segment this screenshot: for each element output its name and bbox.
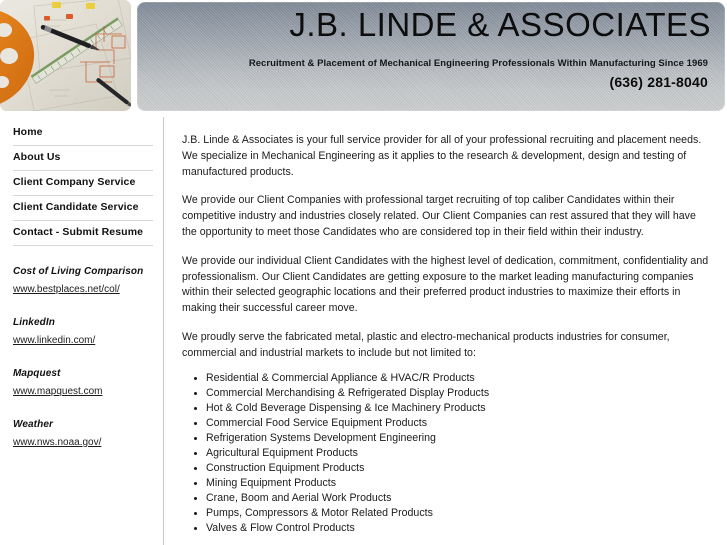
external-link-noaa-weather[interactable]: www.nws.noaa.gov/ [13, 437, 102, 448]
link-group-title: Weather [13, 419, 53, 430]
list-item: • Residential & Commercial Appliance & HVAC/R Products [206, 371, 710, 386]
list-item: • Commercial Food Service Equipment Products [206, 416, 710, 431]
intro-paragraph: J.B. Linde & Associates is your full service provider for all of your professional recruiting and placement needs. We specialize in Mechanical Engineering as it applies to the research & development, design and testing of manufactured products. [182, 134, 702, 178]
site-header [0, 0, 727, 113]
page-body [0, 113, 727, 545]
header-photo [0, 0, 131, 111]
sidebar-item-client-company-service[interactable]: Client Company Service [13, 171, 153, 196]
site-tagline: Recruitment & Placement of Mechanical Engineering Professionals Within Manufacturing Since 1969 [248, 58, 708, 69]
link-group-weather [13, 399, 153, 450]
list-item: • Valves & Flow Control Products [206, 521, 710, 536]
main-content [182, 113, 710, 536]
list-item: • Construction Equipment Products [206, 461, 710, 476]
industries-intro-paragraph: We proudly serve the fabricated metal, plastic and electro-mechanical products industries for consumer, commercial and industrial markets to include but not limited to: [182, 330, 670, 359]
client-companies-paragraph: We provide our Client Companies with professional target recruiting of top caliber Candidates within their competitive industry and industries closely related. Our Client Companies can rest assured that they will have the opportunity to meet those Candidates who are considered top in their field within their industry. [182, 194, 696, 238]
list-item: • Hot & Cold Beverage Dispensing & Ice Machinery Products [206, 401, 710, 416]
sidebar-item-contact-submit-resume[interactable]: Contact - Submit Resume [13, 221, 153, 246]
sidebar [0, 113, 163, 450]
link-group-cost-of-living [13, 246, 153, 297]
sidebar-item-home[interactable]: Home [13, 125, 153, 146]
list-item: • Pumps, Compressors & Motor Related Products [206, 506, 710, 521]
drafting-blueprint-photo-icon [0, 0, 131, 111]
link-group-title: Mapquest [13, 368, 61, 379]
external-link-mapquest[interactable]: www.mapquest.com [13, 386, 103, 397]
primary-navigation [0, 113, 163, 246]
external-link-linkedin[interactable]: www.linkedin.com/ [13, 335, 96, 346]
external-link-bestplaces[interactable]: www.bestplaces.net/col/ [13, 284, 120, 295]
link-group-title: Cost of Living Comparison [13, 266, 144, 277]
header-banner [137, 2, 725, 111]
list-item: • Mining Equipment Products [206, 476, 710, 491]
product-industries-list [182, 371, 710, 536]
site-title: J.B. LINDE & ASSOCIATES [289, 6, 711, 43]
sidebar-item-client-candidate-service[interactable]: Client Candidate Service [13, 196, 153, 221]
link-group-mapquest [13, 348, 153, 399]
list-item: • Crane, Boom and Aerial Work Products [206, 491, 710, 506]
link-group-title: LinkedIn [13, 317, 55, 328]
sidebar-item-about-us[interactable]: About Us [13, 146, 153, 171]
list-item: • Refrigeration Systems Development Engineering [206, 431, 710, 446]
link-group-linkedin [13, 297, 153, 348]
phone-number: (636) 281-8040 [609, 74, 708, 90]
list-item: • Commercial Merchandising & Refrigerated Display Products [206, 386, 710, 401]
client-candidates-paragraph: We provide our individual Client Candidates with the highest level of dedication, commitment, confidentiality and professionalism. Our Client Candidates are getting exposure to the market leading manufacturing companies within their selected geographic locations and their preferred product industries to maximize their efforts in making their successful career move. [182, 254, 709, 315]
list-item: • Agricultural Equipment Products [206, 446, 710, 461]
column-divider [163, 117, 164, 545]
